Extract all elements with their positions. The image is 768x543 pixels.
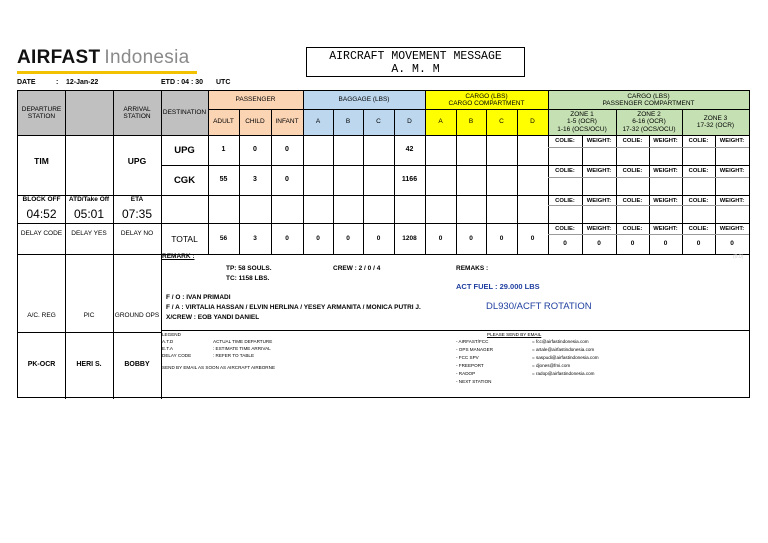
departure-station-value: TIM (34, 156, 49, 166)
utc-label: UTC (216, 79, 231, 86)
cargo-pass-line2: PASSENGER COMPARTMENT (602, 100, 695, 107)
total-cargo-b: 0 (469, 234, 473, 242)
remark-tc: TC: 1158 LBS. (226, 275, 270, 282)
arrival-station-header: ARRIVAL STATION (113, 91, 161, 135)
email-address: = artale@airfastindonesia.com (532, 347, 595, 352)
block-off-label: BLOCK OFF (22, 196, 61, 204)
total-baggage-a: 0 (316, 234, 320, 242)
departure-station-header: DEPARTURE STATION (18, 91, 65, 135)
weight-label: WEIGHT: (586, 198, 612, 204)
zone1-header (548, 109, 616, 135)
arrival-station-value: UPG (127, 156, 147, 166)
row1-adult: 1 (221, 146, 226, 153)
legend-value: ACTUAL TIME DEPARTURE (213, 339, 273, 344)
cargo-c-header: C (486, 109, 517, 135)
total-infant: 0 (285, 234, 289, 242)
remark-tp: TP: 58 SOULS. (226, 265, 272, 272)
ac-reg-label: A/C. REG (27, 311, 56, 319)
ground-ops-label: GROUND OPS (114, 311, 160, 319)
total-baggage-d: 1208 (402, 234, 417, 242)
email-recipient: - FCC SPV (456, 355, 479, 360)
zone2-ocr: 6-16 (OCR) (632, 118, 666, 126)
colie-label: COLIE: (622, 138, 643, 144)
legend-value: : ESTIMATE TIME ARRIVAL (213, 346, 271, 351)
zone3-ocr: 17-32 (OCR) (696, 122, 735, 129)
form-subtitle: A. M. M (391, 63, 440, 76)
row1-infant: 0 (285, 146, 289, 153)
delay-yes-label: DELAY YES (71, 230, 107, 238)
email-address: = saspudi@airfastindonesia.com (532, 355, 599, 360)
passenger-header: PASSENGER (208, 91, 303, 109)
weight-label: WEIGHT: (719, 198, 745, 204)
zone3-title: ZONE 3 (703, 114, 728, 122)
ac-reg-value: PK-OCR (27, 360, 56, 368)
baggage-c-header: C (363, 109, 394, 135)
total-label: TOTAL (171, 233, 198, 244)
form-title-box (306, 47, 525, 77)
email-recipient: - RADOP (456, 371, 476, 376)
logo-underline (17, 71, 197, 74)
zone2-header (616, 109, 682, 135)
weight-label: WEIGHT: (586, 138, 612, 144)
colie-label: COLIE: (555, 138, 575, 144)
date-separator: : (56, 79, 59, 86)
colie-label: COLIE: (688, 168, 709, 174)
row1-destination: UPG (174, 144, 195, 156)
date-label: DATE (17, 79, 36, 86)
row2-destination: CGK (173, 174, 196, 186)
colie-label: COLIE: (555, 226, 575, 232)
etd-value: ETD : 04 : 30 (161, 79, 204, 86)
pic-value: HERI S. (76, 360, 102, 368)
cargo-compartment-line1: CARGO (LBS) (465, 92, 508, 100)
remark-crew: CREW : 2 / 0 / 4 (333, 265, 381, 272)
legend-note: SEND BY EMAIL AS SOON AS AIRCRAFT AIRBORNE (162, 365, 276, 370)
total-zone1-weight: 0 (597, 240, 601, 248)
legend-key: DELAY CODE (162, 353, 192, 358)
total-cargo-c: 0 (499, 234, 504, 242)
weight-label: WEIGHT: (653, 198, 678, 204)
zone1-ocr: 1-5 (OCR) (567, 118, 597, 126)
weight-label: WEIGHT: (586, 226, 612, 232)
weight-label: WEIGHT: (586, 168, 612, 174)
email-address: = fcc@airfastindonesia.com (532, 339, 589, 344)
total-zone3-colie: 0 (696, 240, 701, 248)
weight-label: WEIGHT: (653, 138, 678, 144)
zone2-title: ZONE 2 (637, 110, 661, 118)
child-header: CHILD (239, 109, 271, 135)
cargo-a-header: A (425, 109, 456, 135)
total-cargo-d: 0 (530, 234, 535, 242)
block-off-value: 04:52 (26, 207, 57, 221)
total-zone3-weight: 0 (730, 240, 734, 248)
legend-key: A.T.D (162, 339, 174, 344)
colie-label: COLIE: (622, 226, 643, 232)
legend-value: : REFER TO TABLE (213, 353, 255, 358)
remark-act-fuel: ACT FUEL : 29.000 LBS (456, 282, 540, 291)
colie-label: COLIE: (622, 168, 643, 174)
email-title: PLEASE SEND BY EMAIL (487, 332, 542, 337)
destination-header: DESTINATION (161, 91, 208, 135)
total-zone1-colie: 0 (563, 240, 567, 248)
cargo-compartment-header (425, 91, 548, 109)
remark-fo: F / O : IVAN PRIMADI (166, 294, 231, 301)
eta-label: ETA (130, 196, 144, 204)
weight-label: WEIGHT: (653, 226, 678, 232)
email-address: = radop@airfastindonesia.com (532, 371, 595, 376)
colie-label: COLIE: (555, 168, 575, 174)
total-zone2-weight: 0 (663, 240, 668, 248)
infant-header: INFANT (271, 109, 303, 135)
remark-faint-text: (0.0) (733, 254, 744, 260)
row2-infant: 0 (285, 176, 289, 183)
cargo-compartment-line2: CARGO COMPARTMENT (448, 100, 525, 107)
form-title: AIRCRAFT MOVEMENT MESSAGE (329, 50, 502, 63)
blank-header (65, 91, 113, 135)
total-baggage-b: 0 (346, 234, 350, 242)
cargo-d-header: D (517, 109, 548, 135)
eta-value: 07:35 (121, 207, 153, 221)
baggage-a-header: A (303, 109, 333, 135)
row2-child: 3 (253, 176, 257, 183)
total-adult: 56 (219, 234, 228, 242)
colie-label: COLIE: (622, 198, 643, 204)
cargo-b-header: B (456, 109, 486, 135)
cargo-pass-line1: CARGO (LBS) (627, 92, 670, 100)
delay-code-label: DELAY CODE (20, 230, 63, 238)
row1-baggage-d: 42 (405, 146, 414, 153)
colie-label: COLIE: (555, 198, 575, 204)
remark-remaks: REMAKS : (456, 265, 489, 272)
zone3-header (682, 109, 749, 135)
total-child: 3 (253, 234, 257, 242)
email-recipient: - OPS MANAGER (456, 347, 494, 352)
date-value: 12-Jan-22 (66, 79, 99, 86)
colie-label: COLIE: (688, 198, 709, 204)
weight-label: WEIGHT: (653, 168, 678, 174)
colie-label: COLIE: (688, 138, 709, 144)
legend-key: E.T.A (162, 346, 173, 351)
delay-no-label: DELAY NO (120, 230, 154, 238)
row2-adult: 55 (219, 176, 228, 183)
weight-label: WEIGHT: (719, 168, 745, 174)
remark-fa: F / A : VIRTALIA HASSAN / ELVIN HERLINA / YESEY ARMANITA / MONICA PUTRI J. (166, 304, 421, 311)
passenger-compartment-header (548, 91, 749, 109)
adult-header: ADULT (208, 109, 239, 135)
zone2-ocs: 17-32 (OCS/OCU) (622, 125, 676, 133)
colie-label: COLIE: (688, 226, 709, 232)
remark-xcrew: X/CREW : EOB YANDI DANIEL (166, 314, 260, 321)
baggage-header: BAGGAGE (LBS) (303, 91, 425, 109)
total-zone2-colie: 0 (630, 240, 635, 248)
weight-label: WEIGHT: (719, 226, 745, 232)
atd-value: 05:01 (73, 207, 105, 221)
email-recipient: - NEXT STATION (456, 379, 492, 384)
email-address: = djones@fmi.com (532, 363, 571, 368)
baggage-d-header: D (394, 109, 425, 135)
zone1-title: ZONE 1 (570, 110, 594, 118)
movement-grid (17, 90, 750, 398)
weight-label: WEIGHT: (719, 138, 745, 144)
row2-baggage-d: 1166 (401, 176, 418, 183)
total-cargo-a: 0 (438, 234, 443, 242)
zone1-ocs: 1-16 (OCS/OCU) (557, 125, 607, 133)
total-baggage-c: 0 (376, 234, 381, 242)
baggage-b-header: B (333, 109, 363, 135)
row1-child: 0 (253, 146, 257, 153)
atd-label: ATD/Take Off (68, 196, 110, 204)
logo-word-indonesia: Indonesia (104, 47, 190, 68)
email-recipient: - AIRFAST/FCC (456, 339, 489, 344)
email-recipient: - FREEPORT (456, 363, 484, 368)
remark-label: REMARK : (162, 253, 195, 260)
ground-ops-value: BOBBY (124, 360, 150, 368)
remark-rotation: DL930/ACFT ROTATION (486, 301, 592, 312)
legend-title: LEGEND (162, 332, 181, 337)
logo-word-airfast: AIRFAST (17, 47, 101, 68)
airfast-logo (17, 48, 190, 68)
pic-label: PIC (83, 311, 95, 319)
